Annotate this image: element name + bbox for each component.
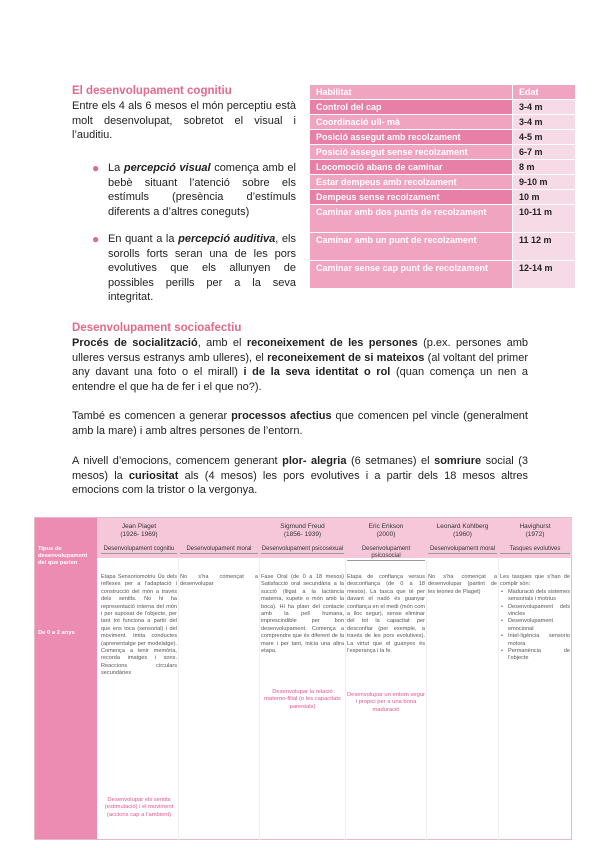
tasks-list [500, 589, 570, 663]
bold-term: curiositat [128, 469, 179, 482]
column-divider [426, 558, 427, 840]
socio-paragraph-3 [72, 454, 528, 498]
table-row [310, 190, 576, 205]
development-type: Desenvolupament psicosocial [347, 546, 425, 561]
table-row [310, 261, 576, 289]
header-skill: Habilitat [310, 85, 513, 100]
stage-text: Fase Oral (de 0 a 18 mesos) Satisfacció oral secundària a la succió (lligat a la lactància materna, xupete o món amb la boca). Hi ha plaer del contacte amb la pell humana, imprescindible per bon desenvolupament. Comença a comprendre que és diferent de la mare i per tant, inicia una altra etapa. [261, 574, 344, 655]
socio-heading: Desenvolupament socioafectiu [72, 322, 242, 334]
term-visual: percepció visual [123, 162, 211, 174]
table-row [310, 205, 576, 233]
bold-term: somriure [434, 455, 482, 467]
age-cell: 10-11 m [513, 205, 576, 233]
theorist-name-text: Eric Erikson [368, 523, 404, 530]
header-age: Edat [513, 85, 576, 100]
age-cell: 12-14 m [513, 261, 576, 289]
bullet-icon: ● [92, 161, 100, 175]
table-row [310, 100, 576, 115]
text-run: (al voltant del primer any davant una foto o el mirall) [72, 351, 528, 378]
list-item: ● La percepció visual comença amb el bebè situant l’atenció sobre els estímuls (presència d’estímuls diferents a d’altres coneguts) [92, 161, 296, 218]
stage-text: Etapa de confiança versus desconfiança (de 0 a 18 mesos). La tasca que té per davant el nadó és guanyar confiança en el medi (món com a lloc segur), sense eliminar del tot la capacitat per desconfiar (per exemple, a través de les pors evolutives). La virtut que el guanyes és l’esperança i la fe. [347, 574, 425, 655]
age-cell: 3-4 m [513, 100, 576, 115]
stage-description [180, 574, 258, 589]
skill-cell: Dempeus sense recolzament [310, 190, 513, 205]
age-cell: 11 12 m [513, 233, 576, 261]
table-header-row [310, 85, 576, 100]
theorist-years: (2000) [376, 531, 396, 538]
theorist-name-text: Leonard Kohlberg [436, 523, 489, 530]
theorist-years: (1856- 1939) [283, 531, 322, 538]
stage-text: No s’ha començat a desenvolupar (partint de les teories de Piaget) [428, 574, 497, 595]
text-run: A nivell d’emocions, comencem generant [72, 455, 283, 467]
table-row [310, 145, 576, 160]
skill-cell: Caminar sense cap punt de recolzament [310, 261, 513, 289]
age-cell: 6-7 m [513, 145, 576, 160]
table-row [310, 115, 576, 130]
bold-term: plor- alegria [282, 455, 347, 467]
list-item: • Desenvolupament dels vincles [500, 604, 570, 619]
bold-term: i de la seva identitat o rol [243, 366, 391, 378]
skill-cell: Caminar amb un punt de recolzament [310, 233, 513, 261]
development-type: Desenvolupament moral [180, 546, 258, 554]
theorist-name [101, 523, 177, 539]
list-item: • Intel·ligència sensorio motora [500, 633, 570, 648]
theorist-years: (1972) [525, 531, 545, 538]
bold-term: processos afectius [231, 410, 332, 422]
bullet-icon: ● [92, 232, 100, 246]
list-item: • Permanència de l’objecte [500, 648, 570, 663]
text-run: També es comencen a generar [72, 410, 232, 422]
theorist-years: (1960) [453, 531, 472, 538]
list-item: • Maduració dels sistemes sensorials i motrius [500, 589, 570, 604]
stage-description [261, 574, 344, 655]
list-item: ● En quant a la percepció auditiva, els sorolls forts seran una de les pors evolutives que els allunyen de possibles perills per a la seva integritat. [92, 232, 296, 303]
stage-description [347, 574, 425, 655]
stage-description [101, 574, 177, 678]
text-run: social (3 mesos) la [72, 455, 529, 482]
goal-note: Desenvolupar un entorn segur i propici per a una bona maduració [347, 692, 425, 713]
age-cell: 4-5 m [513, 130, 576, 145]
development-type: Desenvolupament cognitiu [101, 546, 177, 554]
text-run: (quan comença un nen a entendre el que ha de fer i el que no?). [72, 366, 528, 393]
skill-cell: Posició assegut amb recolzament [310, 130, 513, 145]
bold-term: reconeixement de si mateixos [267, 351, 425, 364]
development-type: Desenvolupament psicosexual [261, 546, 344, 552]
goal-note: Desenvolupar els sentits (estimulació) i el moviment (accions cap a l’ambient) [104, 797, 174, 818]
skill-cell: Coordinació ull- mà [310, 115, 513, 130]
theorist-name [261, 523, 344, 539]
stage-text: Les tasques que s’han de complir són: [500, 574, 570, 588]
goal-note: Desenvolupar la relació materno-filial (o les capacitats parentals) [264, 689, 341, 710]
theorists-table [34, 517, 572, 840]
column-divider [259, 558, 260, 840]
skill-cell: Locomoció abans de caminar [310, 160, 513, 175]
socio-paragraph-2 [72, 409, 528, 438]
cognitive-intro: Entre els 4 als 6 mesos el món perceptiu està molt desenvolupat, sobretot el visual i l’auditiu. [72, 100, 296, 141]
text-run: (6 setmanes) el [346, 455, 435, 467]
theorist-name-text: Sigmund Freud [280, 523, 325, 530]
table-row [310, 175, 576, 190]
skill-cell: Estar dempeus amb recolzament [310, 175, 513, 190]
row-label-age: De 0 a 2 anys [38, 630, 75, 636]
row-label-type: Tipus de desenvolupament del que parlen [38, 546, 88, 566]
theorist-name-text: Jean Piaget [121, 523, 157, 530]
stage-text: Etapa Sensoriomotriu Ús dels reflexes per a l’adaptació i construcció del món a través dels sentits. No hi ha representació interna del món i per suposat de l’objecte, per tant tot funciona a partir del que ens toca (sensorial) i del moviment. Imita conductes (aprenentatge per modelatge). Comença a tenir memòria, recorda imatges i sons. Reaccions circulars secundàries [101, 574, 177, 677]
development-type: Desenvolupament moral [429, 546, 496, 552]
text-run: als (4 mesos) les pors evolutives i a partir dels 18 mesos altres emocions com la tristor o la vergonya. [72, 469, 528, 496]
column-divider [178, 558, 179, 840]
theorist-name-text: Havighurst [519, 523, 551, 530]
cognitive-heading: El desenvolupament cognitiu [72, 85, 232, 97]
age-cell: 8 m [513, 160, 576, 175]
term-auditory: percepció auditiva [178, 233, 276, 245]
theorist-name [428, 523, 497, 539]
development-type: Tasques evolutives [500, 546, 570, 554]
skill-cell: Caminar amb dos punts de recolzament [310, 205, 513, 233]
table-row [310, 160, 576, 175]
list-item: • Desenvolupament emocional [500, 618, 570, 633]
stage-description [500, 574, 570, 663]
perception-list [92, 161, 296, 318]
motor-skills-table [309, 84, 576, 289]
bold-term: Procés de socialització [72, 337, 198, 349]
age-cell: 3-4 m [513, 115, 576, 130]
table-row [310, 233, 576, 261]
text-run: que comencen pel vincle (generalment amb la mare) i amb altres persones de l’entorn. [72, 410, 528, 437]
theorist-years: (1926- 1969) [120, 531, 158, 538]
stage-text: No s’ha començat a desenvolupar [180, 574, 258, 588]
stage-description [428, 574, 497, 596]
column-divider [498, 558, 499, 840]
age-cell: 9-10 m [513, 175, 576, 190]
skill-cell: Control del cap [310, 100, 513, 115]
skill-cell: Posició assegut sense recolzament [310, 145, 513, 160]
text-run: , amb el [197, 337, 247, 349]
age-cell: 10 m [513, 190, 576, 205]
bold-term: reconeixement de les persones [246, 337, 418, 349]
text-run: (p.ex. persones amb ulleres versus estranys amb ulleres), el [72, 337, 528, 364]
column-divider [345, 558, 346, 840]
table-row [310, 130, 576, 145]
theorist-name [500, 523, 570, 539]
theorist-name [347, 523, 425, 539]
socio-paragraph-1 [72, 336, 528, 394]
